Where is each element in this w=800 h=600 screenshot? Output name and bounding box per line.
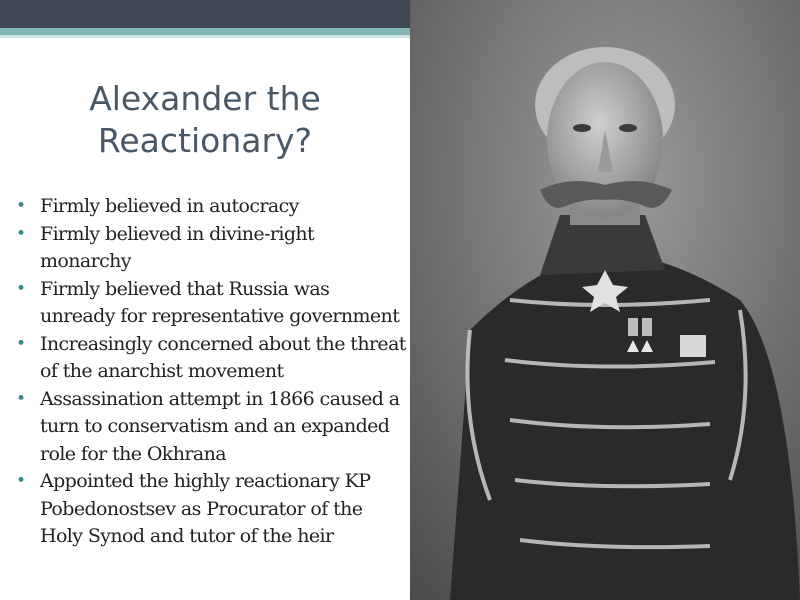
portrait-illustration [410,0,800,600]
right-eye [619,124,637,132]
accent-stripe [0,28,410,35]
bullet-item: • Appointed the highly reactionary KP Pobedonostsev as Procurator of the Holy Synod and tutor of the heir [16,468,408,551]
bullet-item: • Firmly believed in divine-right monarchy [16,221,408,276]
bullet-item: • Firmly believed that Russia was unready for representative government [16,276,408,331]
slide-title [0,78,410,162]
header-bar [0,0,410,28]
slide-title-line-1: Alexander the [89,79,321,118]
bullet-item: • Increasingly concerned about the threat of the anarchist movement [16,331,408,386]
bullet-item: • Assassination attempt in 1866 caused a turn to conservatism and an expanded role for the Okhrana [16,386,408,469]
portrait-photo [410,0,800,600]
bullet-item: • Firmly believed in autocracy [16,193,408,221]
bullet-list [16,193,408,551]
badge-icon [680,335,706,357]
accent-stripe-light [0,35,410,38]
slide-title-line-2: Reactionary? [97,121,313,160]
left-eye [573,124,591,132]
